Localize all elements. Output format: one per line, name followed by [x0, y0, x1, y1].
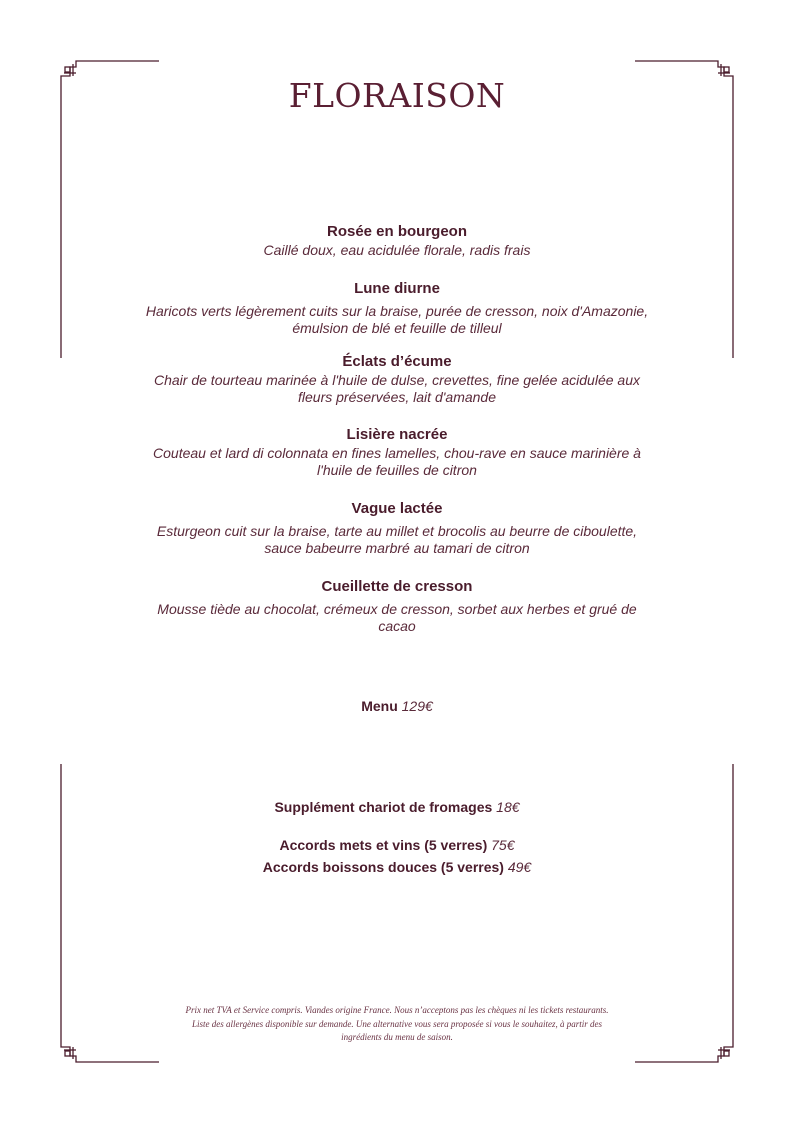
extra-label: Accords boissons douces (5 verres): [262, 859, 504, 875]
dish-description: Caillé doux, eau acidulée florale, radis frais: [263, 242, 531, 258]
menu-label: Menu: [361, 698, 398, 714]
dish-item: [140, 499, 654, 557]
dish-name: Vague lactée: [351, 500, 443, 517]
dish-name: Rosée en bourgeon: [326, 223, 468, 240]
dish-item: [140, 577, 654, 635]
extra-label: Supplément chariot de fromages: [274, 799, 493, 815]
dish-description: Couteau et lard di colonnata en fines lamelles, chou-rave en sauce marinière à l'huile de feuilles de citron: [153, 445, 641, 478]
menu-price: 129€: [401, 698, 433, 714]
dish-description: Esturgeon cuit sur la braise, tarte au millet et brocolis au beurre de ciboulette, sauce babeurre marbré au tamari de citron: [156, 523, 638, 556]
dish-description: Chair de tourteau marinée à l'huile de dulse, crevettes, fine gelée acidulée aux fleurs préservées, lait d'amande: [154, 372, 640, 405]
extra-line: [0, 835, 794, 855]
extra-price: 49€: [507, 859, 532, 875]
dish-item: [140, 352, 654, 406]
legal-footnote: Prix net TVA et Service compris. Viandes origine France. Nous n’acceptons pas les chèques ni les tickets restaurants. Liste des allergènes disponible sur demande. Une alternative vous sera proposée si vous le souhaitez, à partir des ingrédients du menu de saison.: [185, 1005, 609, 1042]
dish-name: Éclats d’écume: [342, 353, 452, 370]
menu-price-line: [0, 696, 794, 716]
extra-price: 75€: [491, 837, 515, 853]
dish-item: [140, 425, 654, 479]
restaurant-title: FLORAISON: [288, 76, 506, 115]
dish-name: Lisière nacrée: [346, 426, 448, 443]
extra-line: [0, 857, 794, 877]
dish-item: [140, 222, 654, 259]
dish-item: [140, 279, 654, 337]
extra-label: Accords mets et vins (5 verres): [279, 837, 488, 853]
dish-description: Haricots verts légèrement cuits sur la braise, purée de cresson, noix d'Amazonie, émulsion de blé et feuille de tilleul: [145, 303, 649, 336]
extra-price: 18€: [496, 799, 520, 815]
dish-name: Lune diurne: [354, 280, 440, 297]
extra-line: [0, 797, 794, 817]
dish-name: Cueillette de cresson: [321, 578, 473, 595]
dish-description: Mousse tiède au chocolat, crémeux de cresson, sorbet aux herbes et grué de cacao: [157, 601, 637, 634]
